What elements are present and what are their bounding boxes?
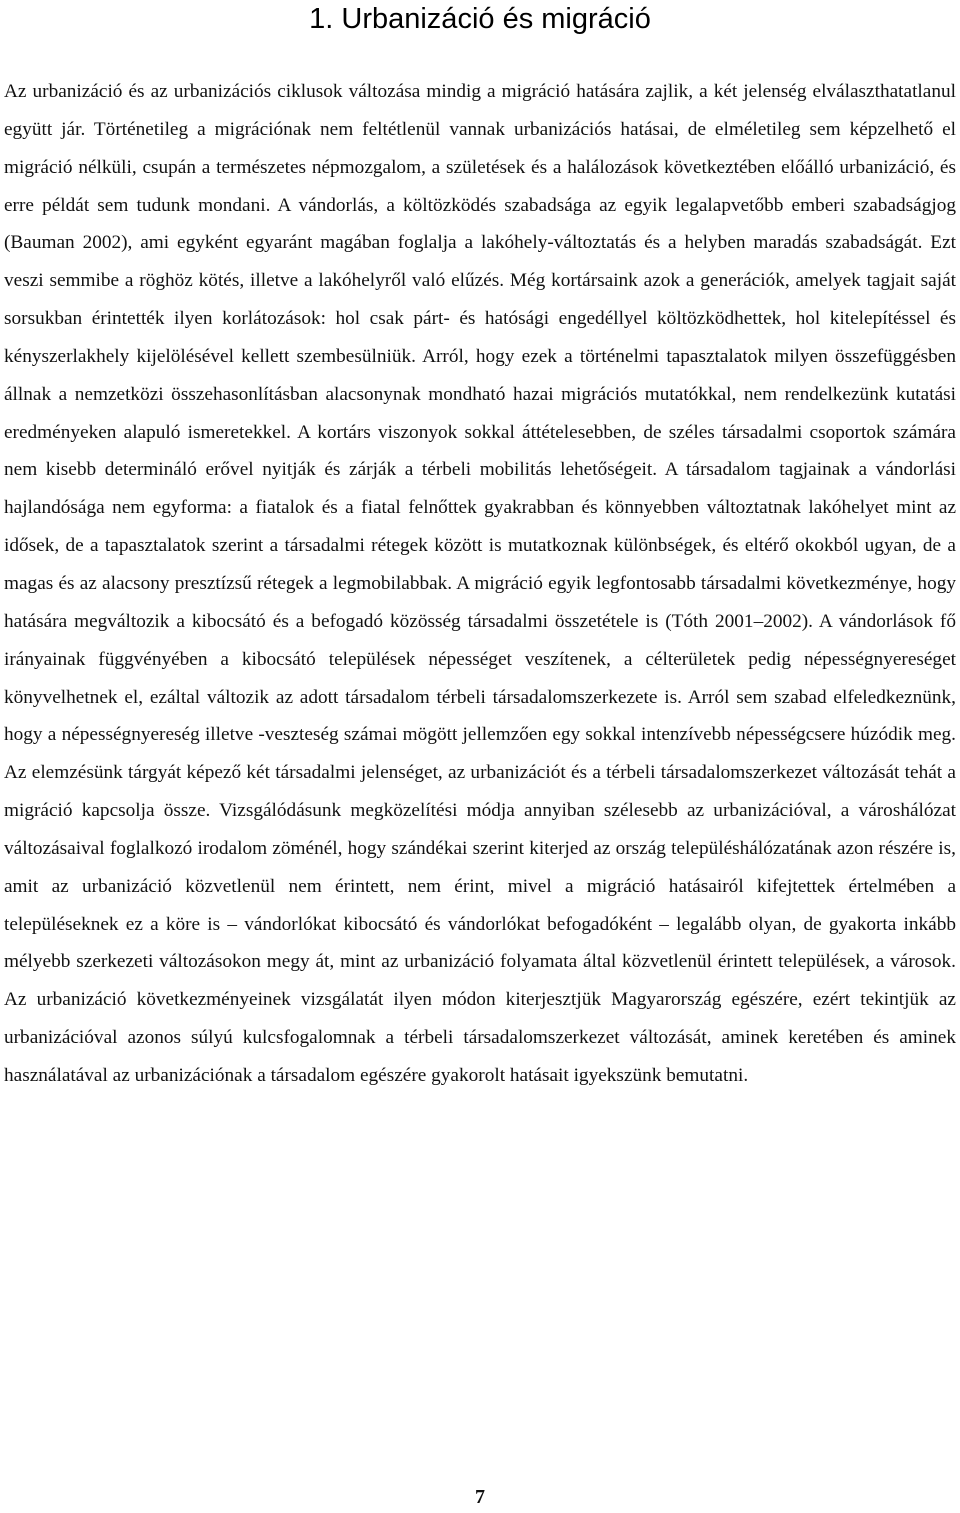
body-paragraph: Az urbanizáció és az urbanizációs ciklusok változása mindig a migráció hatására zajlik, a két jelenség elválaszthatatlanul együtt jár. Történetileg a migrációnak nem feltétlenül vannak urbanizációs hatásai, de elméletileg sem képzelhető el migráció nélküli, csupán a természetes népmozgalom, a születések és a halálozások következtében előálló urbanizáció, és erre példát sem tudunk mondani. A vándorlás, a költözködés szabadsága az egyik legalapvetőbb emberi szabadságjog (Bauman 2002), ami egyként egyaránt magában foglalja a lakóhely-változtatás és a helyben maradás szabadságát. Ezt veszi semmibe a röghöz kötés, illetve a lakóhelyről való elűzés. Még kortársaink azok a generációk, amelyek tagjait saját sorsukban érintették ilyen korlátozások: hol csak párt- és hatósági engedéllyel költözködhettek, hol kitelepítéssel és kényszerlakhely kijelölésével kellett szembesülniük. Arról, hogy ezek a történelmi tapasztalatok milyen összefüggésben állnak a nemzetközi összehasonlításban alacsonynak mondható hazai migrációs mutatókkal, nem rendelkezünk kutatási eredményeken alapuló ismeretekkel. A kortárs viszonyok sokkal áttételesebben, de széles társadalmi csoportok számára nem kisebb determináló erővel nyitják és zárják a térbeli mobilitás lehetőségeit. A társadalom tagjainak a vándorlási hajlandósága nem egyforma: a fiatalok és a fiatal felnőttek gyakrabban és könnyebben változtatnak lakóhelyet mint az idősek, de a tapasztalatok szerint a társadalmi rétegek között is mutatkoznak különbségek, és eltérő okokból ugyan, de a magas és az alacsony presztízsű rétegek a legmobilabbak. A migráció egyik legfontosabb társadalmi következménye, hogy hatására megváltozik a kibocsátó és a befogadó közösség társadalmi összetétele is (Tóth 2001–2002). A vándorlások fő irányainak függvényében a kibocsátó települések népességet veszítenek, a célterületek pedig népességnyereséget könyvelhetnek el, ezáltal változik az adott társadalom térbeli társadalomszerkezete is. Arról sem szabad elfeledkeznünk, hogy a népességnyereség illetve -veszteség számai mögött jellemzően egy sokkal intenzívebb népességcsere húzódik meg. Az elemzésünk tárgyát képező két társadalmi jelenséget, az urbanizációt és a térbeli társadalomszerkezet változását tehát a migráció kapcsolja össze. Vizsgálódásunk megközelítési módja annyiban szélesebb az urbanizációval, a városhálózat változásaival foglalkozó irodalom zöménél, hogy szándékai szerint kiterjed az ország településhálózatának azon részére is, amit az urbanizáció közvetlenül nem érintett, nem érint, mivel a migráció hatásairól kifejtettek értelmében a településeknek ez a köre is – vándorlókat kibocsátó és vándorlókat befogadóként – legalább olyan, de gyakorta inkább mélyebb szerkezeti változásokon megy át, mint az urbanizáció folyamata által közvetlenül érintett települések, a városok. Az urbanizáció következményeinek vizsgálatát ilyen módon kiterjesztjük Magyarország egészére, ezért tekintjük az urbanizációval azonos súlyú kulcsfogalomnak a térbeli társadalomszerkezet változását, aminek keretében és aminek használatával az urbanizációnak a társadalom egészére gyakorolt hatásait igyekszünk bemutatni. [4,81,956,1086]
page-number: 7 [475,1486,485,1508]
section-heading: 1. Urbanizáció és migráció [309,3,651,35]
